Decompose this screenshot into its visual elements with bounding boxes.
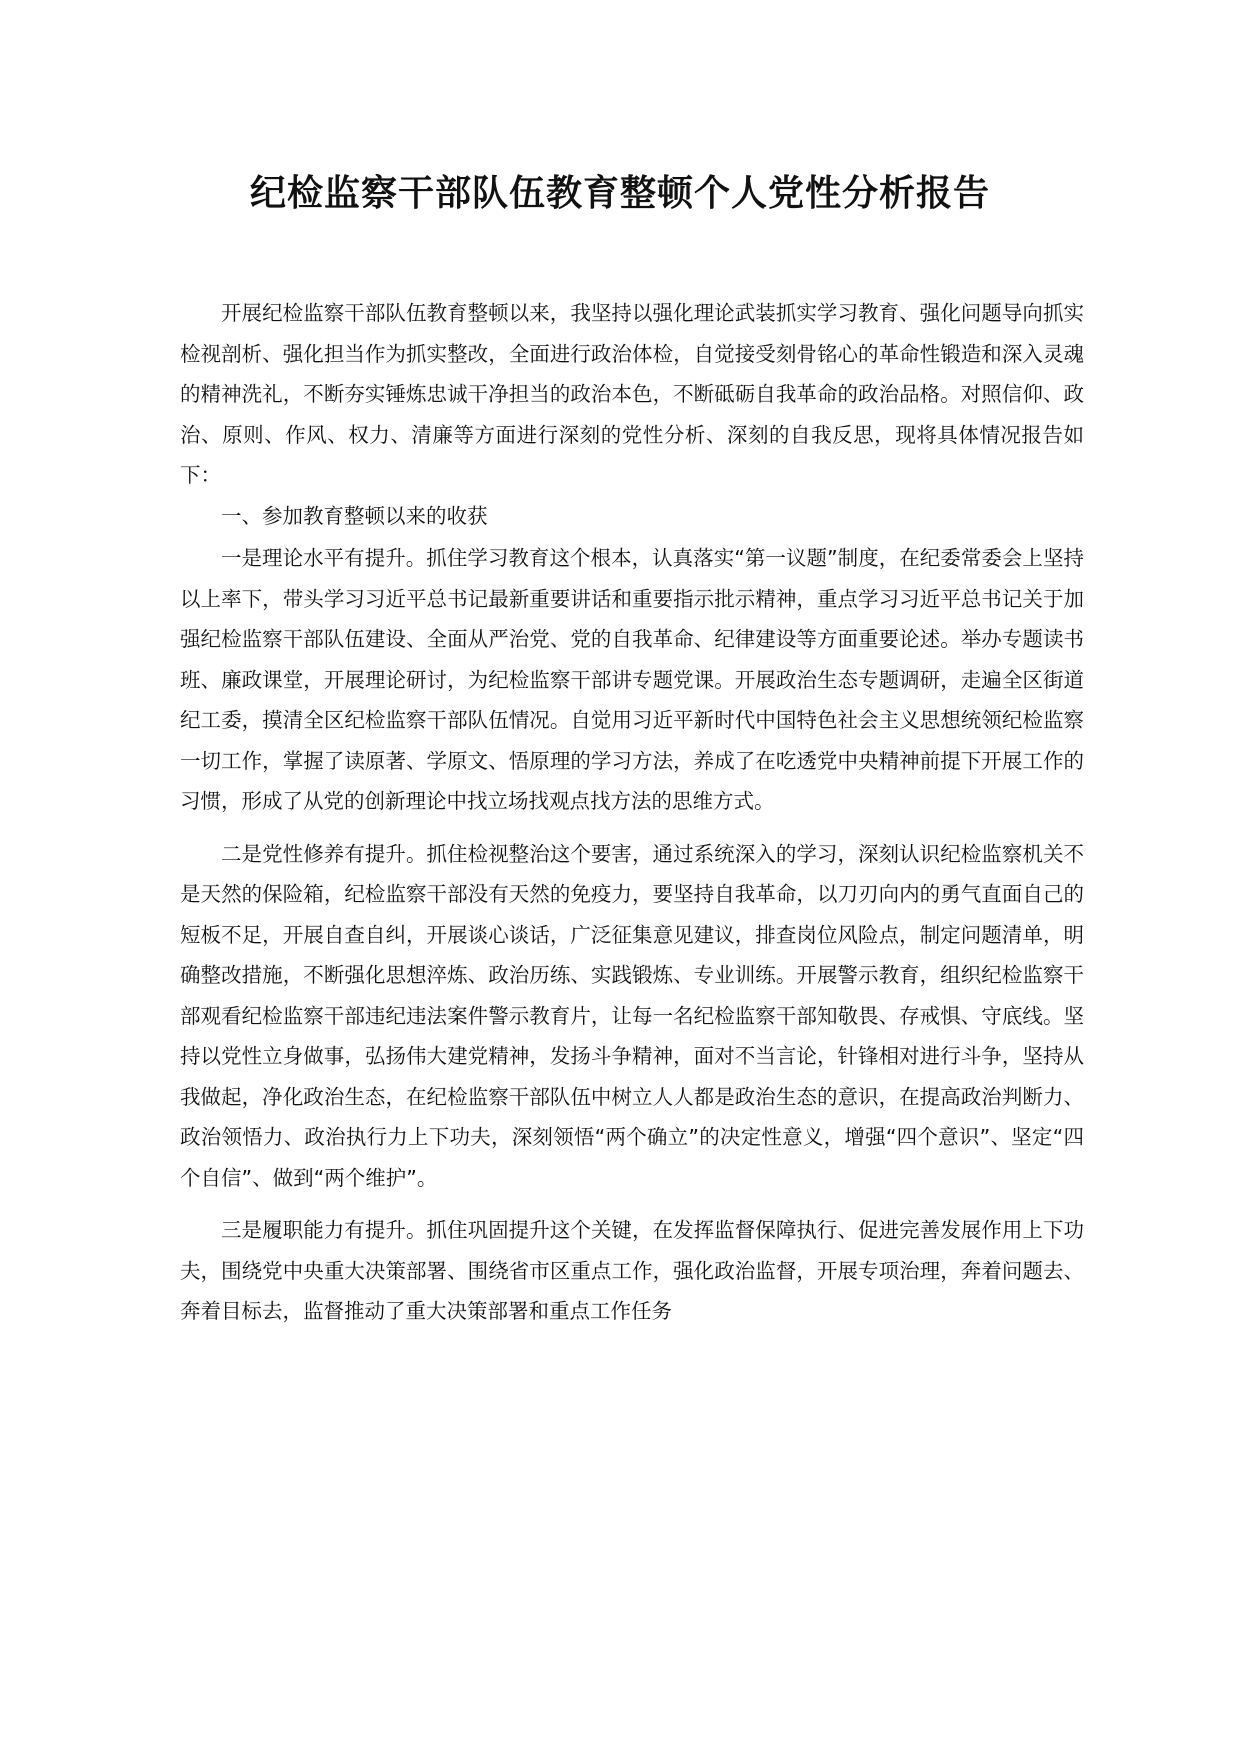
intro-paragraph: 开展纪检监察干部队伍教育整顿以来，我坚持以强化理论武装抓实学习教育、强化问题导向抓实检视剖析、强化担当作为抓实整改，全面进行政治体检，自觉接受刻骨铭心的革命性锻造和深入灵魂的精神洗礼，不断夯实锤炼忠诚干净担当的政治本色，不断砥砺自我革命的政治品格。对照信仰、政治、原则、作风、权力、清廉等方面进行深刻的党性分析、深刻的自我反思，现将具体情况报告如下： (180, 301, 1084, 487)
body-paragraph-theory: 一是理论水平有提升。抓住学习教育这个根本，认真落实“第一议题”制度，在纪委常委会上坚持以上率下，带头学习习近平总书记最新重要讲话和重要指示批示精神，重点学习习近平总书记关于加强纪检监察干部队伍建设、全面从严治党、党的自我革命、纪律建设等方面重要论述。举办专题读书班、廉政课堂，开展理论研讨，为纪检监察干部讲专题党课。开展政治生态专题调研，走遍全区街道纪工委，摸清全区纪检监察干部队伍情况。自觉用习近平新时代中国特色社会主义思想统领纪检监察一切工作，掌握了读原著、学原文、悟原理的学习方法，养成了在吃透党中央精神前提下开展工作的习惯，形成了从党的创新理论中找立场找观点找方法的思维方式。 (180, 546, 1084, 813)
body-paragraph-performance: 三是履职能力有提升。抓住巩固提升这个关键，在发挥监督保障执行、促进完善发展作用上下功夫，围绕党中央重大决策部署、围绕省市区重点工作，强化政治监督，开展专项治理，奔着问题去、奔着目标去，监督推动了重大决策部署和重点工作任务 (180, 1218, 1084, 1323)
body-paragraph-party-spirit: 二是党性修养有提升。抓住检视整治这个要害，通过系统深入的学习，深刻认识纪检监察机关不是天然的保险箱，纪检监察干部没有天然的免疫力，要坚持自我革命，以刀刃向内的勇气直面自己的短板不足，开展自查自纠，开展谈心谈话，广泛征集意见建议，排查岗位风险点，制定问题清单，明确整改措施，不断强化思想淬炼、政治历练、实践锻炼、专业训练。开展警示教育，组织纪检监察干部观看纪检监察干部违纪违法案件警示教育片，让每一名纪检监察干部知敬畏、存戒惧、守底线。坚持以党性立身做事，弘扬伟大建党精神，发扬斗争精神，面对不当言论，针锋相对进行斗争，坚持从我做起，净化政治生态，在纪检监察干部队伍中树立人人都是政治生态的意识，在提高政治判断力、政治领悟力、政治执行力上下功夫，深刻领悟“两个确立”的决定性意义，增强“四个意识”、坚定“四个自信”、做到“两个维护”。 (180, 841, 1084, 1190)
document-body (180, 293, 1084, 1332)
section-heading: 一、参加教育整顿以来的收获 (221, 503, 488, 528)
document-title: 纪检监察干部队伍教育整顿个人党性分析报告 (249, 172, 990, 214)
